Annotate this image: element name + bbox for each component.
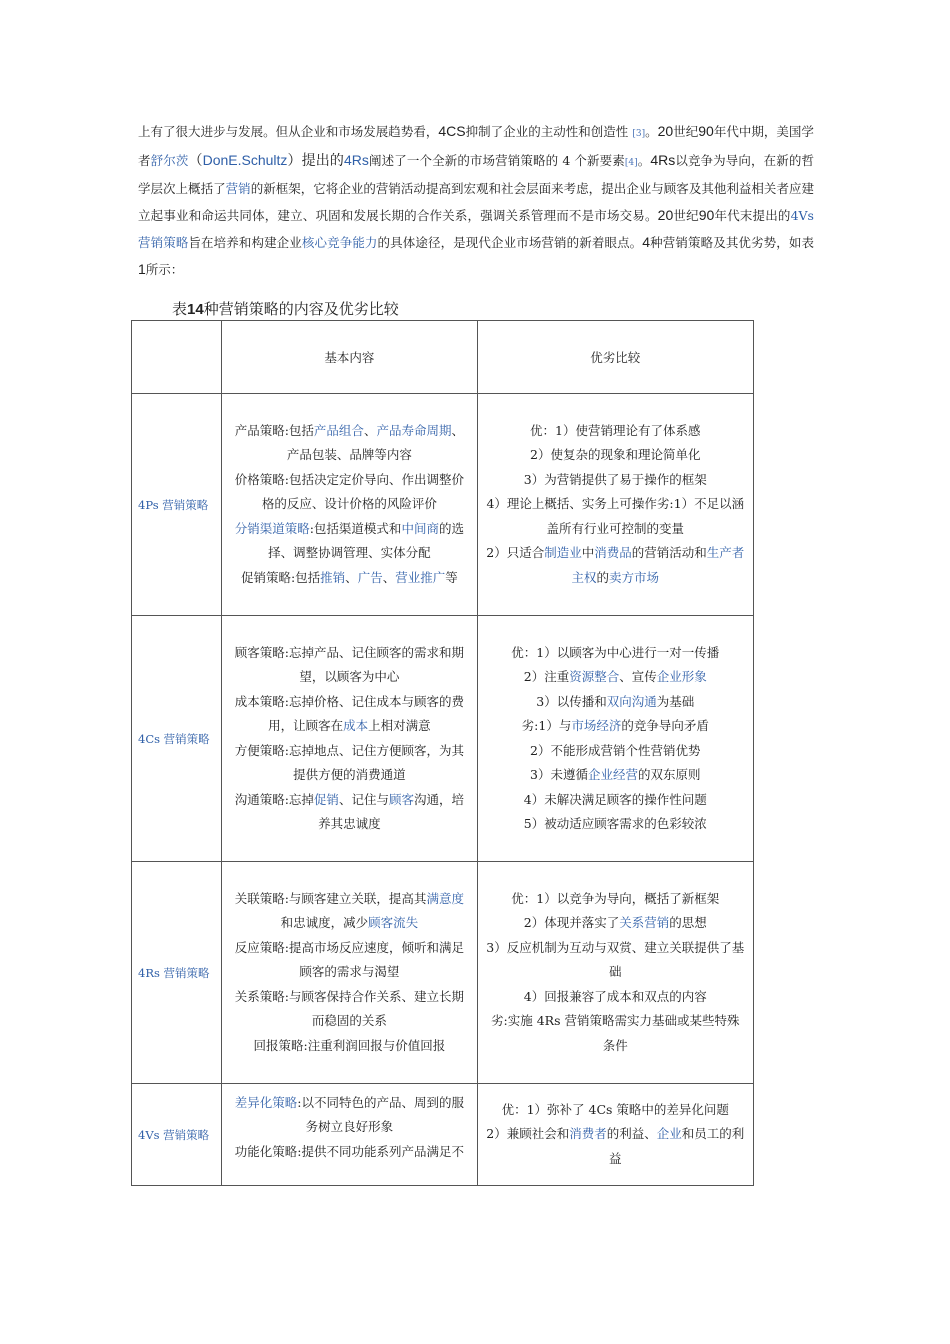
term-link[interactable]: 成本 (343, 718, 369, 733)
cell-line (230, 1034, 468, 1059)
cell-text: :以不同特色的产品、周到的服务树立良好形象 (297, 1094, 464, 1134)
intro-text: 阐述了一个全新的市场营销策略的 4 个新要素 (368, 153, 625, 168)
term-link[interactable]: 关系营销 (619, 915, 670, 931)
intro-text: 。 (645, 124, 658, 139)
term-link[interactable]: 分销渠道策略 (234, 520, 310, 536)
term-link[interactable]: 差异化策略 (234, 1094, 298, 1110)
cell-text: 3）未遵循 (530, 767, 588, 782)
cell-text: 2）注重 (523, 669, 570, 684)
link-marketing[interactable]: 营销 (225, 181, 251, 196)
citation-link-4[interactable]: [4] (624, 158, 638, 168)
term-link[interactable]: 顾客流失 (368, 915, 419, 931)
cell-text: 等 (445, 569, 458, 585)
cell-text: 的竞争导向矛盾 (621, 718, 709, 733)
term-link[interactable]: 双向沟通 (606, 693, 657, 709)
cell-line (486, 788, 745, 813)
intro-text: 4Rs (650, 152, 676, 168)
cell-text: 关联策略:与顾客建立关联，提高其 (234, 890, 427, 906)
table-row (132, 394, 754, 616)
cell-text: 2）体现并落实了 (523, 915, 620, 931)
cell-text: 5）被动适应顾客需求的色彩较浓 (523, 816, 707, 831)
cell-text: :包括渠道模式和 (309, 520, 402, 536)
cell-line (230, 517, 468, 566)
intro-text: 20 (657, 207, 674, 223)
cell-text: 劣:实施 4Rs 营销策略需实力基础或某些特殊条件 (491, 1013, 740, 1053)
cell-line (486, 714, 745, 739)
cell-text: 的 (596, 569, 610, 585)
cell-text: 的营销活动和 (631, 545, 707, 561)
intro-paragraph (138, 118, 814, 283)
intro-text: 1 (138, 261, 146, 277)
cell-text: 3）反应机制为互动与双赏、建立关联提供了基础 (486, 939, 745, 980)
cell-text: 优：1）弥补了 4Cs 策略中的差异化问题 (501, 1101, 729, 1117)
cell-text: 的选择、调整协调管理、实体分配 (268, 520, 464, 561)
strategy-name[interactable]: 4Ps 营销策略 (132, 394, 222, 616)
table-caption (172, 298, 399, 319)
term-link[interactable]: 营业推广 (395, 569, 446, 585)
cell-text: 的利益、 (606, 1126, 657, 1142)
cell-text: 中 (581, 545, 595, 561)
cell-line (486, 739, 745, 764)
link-schultz-cn[interactable]: 舒尔茨 (150, 153, 189, 168)
term-link[interactable]: 推销 (320, 569, 346, 585)
cell-text: 、宣传 (619, 669, 657, 684)
term-link[interactable]: 卖方市场 (609, 569, 660, 585)
cell-text: 为基础 (656, 693, 695, 709)
cell-text: 优：1）使营销理论有了体系感 (530, 422, 701, 438)
cell-text: 上相对满意 (368, 718, 431, 733)
term-link[interactable]: 消费品 (594, 545, 632, 561)
link-4vs-strategy[interactable]: 4Vs 营销策略 (138, 208, 814, 250)
cell-line (230, 1091, 468, 1140)
header-blank-cell (132, 321, 222, 394)
cell-line (486, 812, 745, 837)
cell-text: 功能化策略:提供不同功能系列产品满足不 (234, 1143, 464, 1159)
header-pros-cons: 优劣比较 (477, 321, 753, 394)
cell-text: 、 (345, 569, 358, 585)
strategy-compare (477, 616, 753, 862)
intro-text: 。 (637, 153, 651, 168)
term-link[interactable]: 市场经济 (571, 718, 622, 733)
cell-line (486, 492, 745, 541)
strategy-compare (477, 862, 753, 1084)
cell-text: 优：1）以竞争为导向，概括了新框架 (511, 890, 720, 906)
cell-text: 和员工的利益 (609, 1126, 745, 1166)
cell-text: 4）回报兼容了成本和双点的内容 (523, 988, 707, 1004)
cell-line (230, 1140, 468, 1165)
intro-text: 90 (698, 123, 714, 139)
cell-text: 关系策略:与顾客保持合作关系、建立长期而稳固的关系 (234, 988, 464, 1029)
term-link[interactable]: 促销 (313, 791, 339, 807)
intro-text: （ (188, 152, 203, 168)
link-4rs[interactable]: 4Rs (344, 152, 369, 168)
term-link[interactable]: 产品组合 (313, 422, 364, 438)
cell-line (230, 788, 468, 837)
intro-text: 以竞争为导向，在新的哲学层次上概括了 (138, 153, 814, 196)
citation-link-3[interactable]: [3] (632, 129, 646, 139)
cell-text: 4）未解决满足顾客的操作性问题 (523, 791, 707, 807)
strategy-name[interactable]: 4Cs 营销策略 (132, 616, 222, 862)
link-schultz-en[interactable]: DonE.Schultz (202, 152, 288, 168)
intro-text: 抑制了企业的主动性和创造性 (465, 124, 629, 139)
cell-line (486, 665, 745, 690)
cell-line (230, 985, 468, 1034)
header-basic-content: 基本内容 (222, 321, 477, 394)
cell-text: 2）不能形成营销个性营销优势 (530, 742, 701, 758)
cell-text: 顾客策略:忘掉产品、记住顾客的需求和期望，以顾客为中心 (234, 644, 464, 684)
cell-text: 、产品包装、品牌等内容 (286, 422, 464, 463)
cell-text: 沟通，培养其忠诚度 (318, 791, 464, 831)
table-row (132, 616, 754, 862)
cell-text: 3）为营销提供了易于操作的框架 (523, 471, 707, 487)
cell-text: 优：1）以顾客为中心进行一对一传播 (511, 644, 720, 660)
cell-text: 2）兼顾社会和 (486, 1126, 570, 1142)
cell-line (230, 887, 468, 936)
cell-line (486, 763, 745, 788)
strategy-compare (477, 394, 753, 616)
intro-text: 年代中期，美国学者 (138, 124, 814, 168)
table-header-row (132, 321, 754, 394)
intro-text: 4CS (438, 123, 466, 139)
cell-text: 方便策略:忘掉地点、记住方便顾客，为其提供方便的消费通道 (234, 742, 464, 782)
cell-text: 回报策略:注重利润回报与价值回报 (253, 1037, 446, 1053)
cell-text: 的思想 (669, 915, 707, 931)
cell-line (486, 1009, 745, 1058)
intro-text: 所示： (145, 262, 184, 277)
cell-line (486, 887, 745, 912)
cell-line (486, 468, 745, 493)
term-link[interactable]: 中间商 (401, 520, 439, 536)
cell-text: 、记住与 (338, 791, 389, 807)
cell-line (486, 911, 745, 936)
cell-text: 反应策略:提高市场反应速度，倾听和满足顾客的需求与渴望 (234, 939, 464, 980)
intro-text: ）提出的 (287, 152, 344, 168)
cell-text: 2）只适合 (486, 545, 545, 561)
intro-text: 的具体途径，是现代企业市场营销的新着眼点。 (377, 235, 643, 250)
strategy-name[interactable]: 4Rs 营销策略 (132, 862, 222, 1084)
comparison-table (131, 320, 754, 1186)
cell-line (486, 690, 745, 715)
cell-line (230, 936, 468, 985)
intro-text: 旨在培养和构建企业 (188, 235, 302, 250)
cell-line (230, 566, 468, 591)
cell-line (486, 541, 745, 590)
strategy-content (222, 862, 477, 1084)
cell-line (230, 419, 468, 468)
term-link[interactable]: 满意度 (426, 890, 464, 906)
term-link[interactable]: 资源整合 (569, 669, 620, 684)
cell-text: 促销策略:包括 (240, 569, 321, 585)
cell-text: 4）理论上概括、实务上可操作劣:1）不足以涵盖所有行业可控制的变量 (486, 496, 745, 536)
cell-line (486, 1098, 745, 1123)
cell-line (486, 1122, 745, 1171)
cell-text: 、 (363, 422, 377, 438)
cell-line (230, 690, 468, 739)
cell-line (486, 641, 745, 666)
intro-text: 种营销策略及其优劣势，如表 (650, 235, 814, 250)
cell-text: 3）以传播和 (536, 693, 607, 709)
term-link[interactable]: 企业经营 (587, 767, 638, 782)
term-link[interactable]: 广告 (357, 569, 383, 585)
cell-line (230, 739, 468, 788)
cell-text: 成本策略:忘掉价格、记住成本与顾客的费用，让顾客在 (234, 693, 464, 733)
term-link[interactable]: 消费者 (569, 1126, 607, 1142)
intro-text: 世纪 (673, 208, 699, 223)
link-core-competence[interactable]: 核心竞争能力 (301, 235, 378, 250)
cell-text: 产品策略:包括 (234, 422, 314, 438)
cell-text: 劣:1）与 (521, 718, 572, 733)
table-row (132, 862, 754, 1084)
strategy-content (222, 1084, 477, 1186)
intro-text: 90 (698, 207, 715, 223)
term-link[interactable]: 顾客 (388, 791, 414, 807)
cell-line (230, 641, 468, 690)
cell-line (486, 419, 745, 444)
intro-text: 世纪 (673, 124, 699, 139)
cell-line (230, 468, 468, 517)
cell-line (486, 443, 745, 468)
intro-text: 4 (642, 234, 651, 250)
intro-text: 年代末提出的 (714, 208, 791, 223)
intro-text: 20 (657, 123, 674, 139)
cell-line (486, 936, 745, 985)
term-link[interactable]: 生产者主权 (571, 545, 745, 585)
term-link[interactable]: 企业形象 (656, 669, 707, 684)
cell-line (486, 985, 745, 1010)
cell-text: 价格策略:包括决定定价导向、作出调整价格的反应、设计价格的风险评价 (234, 471, 464, 512)
cell-text: 和忠诚度，减少 (280, 915, 369, 931)
cell-text: 、 (382, 569, 396, 585)
strategy-content (222, 616, 477, 862)
strategy-compare (477, 1084, 753, 1186)
caption-number: 14 (187, 301, 204, 318)
cell-text: 沟通策略:忘掉 (234, 791, 314, 807)
intro-text: 上有了很大进步与发展。但从企业和市场发展趋势看， (138, 124, 439, 139)
table-row (132, 1084, 754, 1186)
cell-text: 的双东原则 (638, 767, 701, 782)
cell-text: 2）使复杂的现象和理论简单化 (530, 447, 701, 463)
caption-title: 种营销策略的内容及优劣比较 (203, 300, 399, 318)
strategy-name[interactable]: 4Vs 营销策略 (132, 1084, 222, 1186)
term-link[interactable]: 制造业 (544, 545, 582, 561)
term-link[interactable]: 产品寿命周期 (376, 422, 452, 438)
term-link[interactable]: 企业 (656, 1126, 682, 1142)
strategy-content (222, 394, 477, 616)
truncated-content (230, 1085, 468, 1185)
intro-text: 的新框架，它将企业的营销活动提高到宏观和社会层面来考虑，提出企业与顾客及其他利益相关者应建立起事业和命运共同体，建立、巩固和发展长期的合作关系，强调关系管理而不是市场交易。 (138, 181, 814, 223)
caption-prefix: 表 (172, 300, 188, 318)
